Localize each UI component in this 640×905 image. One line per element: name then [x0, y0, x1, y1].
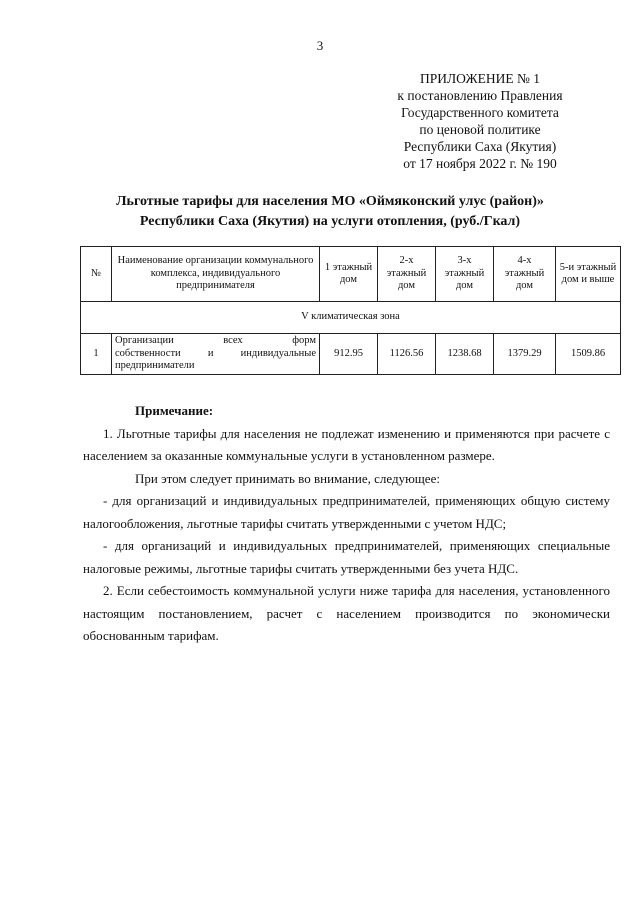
page-number: 3 — [316, 38, 324, 53]
note-paragraph: 2. Если себестоимость коммунальной услуги ниже тарифа для населения, установленного настоящим постановлением, расчет с населением производится по экономически обоснованным тарифам. — [83, 583, 610, 643]
notes-section — [83, 400, 610, 648]
zone-row — [81, 302, 621, 334]
tariff-2-floor: 1126.56 — [378, 334, 436, 375]
appendix-line: Республики Саха (Якутия) — [403, 139, 557, 154]
header-3-floor: 3-х этажный дом — [436, 247, 494, 302]
appendix-line: по ценовой политике — [419, 122, 541, 137]
header-organization: Наименование организации коммунального комплекса, индивидуального предпринимателя — [112, 247, 320, 302]
header-2-floor: 2-х этажный дом — [378, 247, 436, 302]
organization-name — [112, 334, 320, 375]
appendix-line: от 17 ноября 2022 г. № 190 — [403, 156, 557, 171]
note-paragraph: 1. Льготные тарифы для населения не подлежат изменению и применяются при расчете с населением за оказанные коммунальные услуги в установленном размере. — [83, 425, 610, 463]
tariff-1-floor: 912.95 — [320, 334, 378, 375]
organization-name-line: Организации всех форм — [115, 335, 316, 347]
tariff-table — [80, 246, 621, 375]
table-row — [81, 334, 621, 375]
climate-zone: V климатическая зона — [81, 302, 621, 334]
header-4-floor: 4-х этажный дом — [494, 247, 556, 302]
document-title — [60, 192, 600, 232]
header-number: № — [81, 247, 112, 302]
note-paragraph: - для организаций и индивидуальных предпринимателей, применяющих специальные налоговые режимы, льготные тарифы считать утвержденными без учета НДС. — [83, 538, 610, 576]
header-1-floor: 1 этажный дом — [320, 247, 378, 302]
note-paragraph: При этом следует принимать во внимание, следующее: — [135, 470, 440, 486]
appendix-block — [380, 70, 580, 172]
notes-heading: Примечание: — [135, 403, 214, 418]
title-line: Республики Саха (Якутия) на услуги отопления, (руб./Гкал) — [139, 214, 521, 229]
tariff-4-floor: 1379.29 — [494, 334, 556, 375]
appendix-line: к постановлению Правления — [397, 88, 563, 103]
tariff-3-floor: 1238.68 — [436, 334, 494, 375]
header-5-floor: 5-и этажный дом и выше — [556, 247, 621, 302]
row-number: 1 — [81, 334, 112, 375]
appendix-line: Государственного комитета — [401, 105, 559, 120]
table-header-row — [81, 247, 621, 302]
organization-name-line: предприниматели — [115, 360, 195, 372]
title-line: Льготные тарифы для населения МО «Оймяконский улус (район)» — [116, 194, 544, 209]
organization-name-line: собственности и индивидуальные — [115, 347, 316, 359]
note-paragraph: - для организаций и индивидуальных предпринимателей, применяющих общую систему налогообложения, льготные тарифы считать утвержденными с учетом НДС; — [83, 493, 610, 531]
tariff-5-floor: 1509.86 — [556, 334, 621, 375]
appendix-line: ПРИЛОЖЕНИЕ № 1 — [419, 71, 541, 86]
